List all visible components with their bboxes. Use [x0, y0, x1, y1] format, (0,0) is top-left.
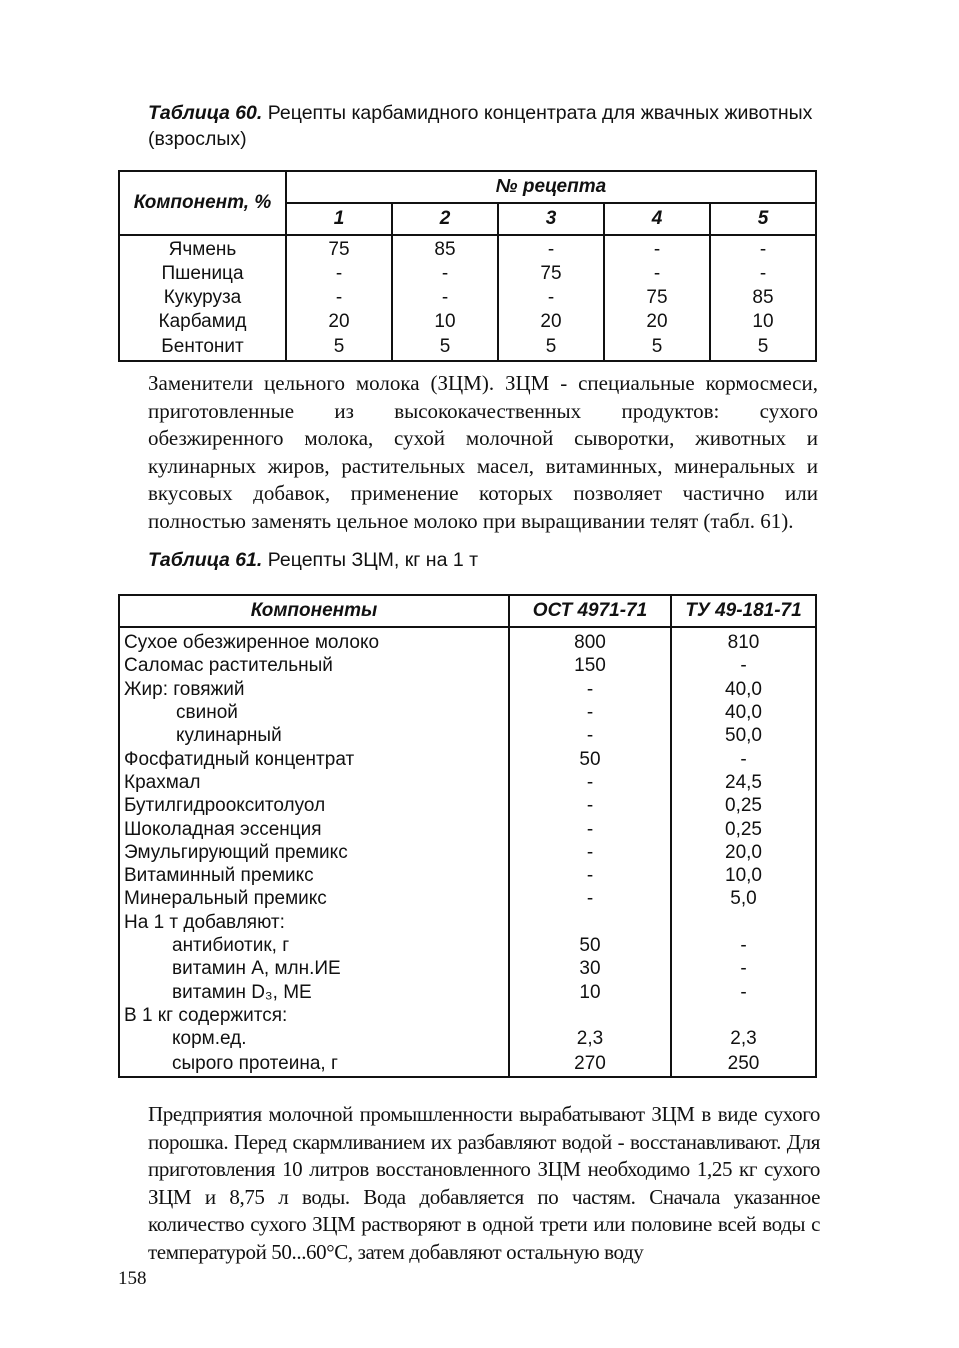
ost-value: [509, 1004, 671, 1027]
table-row: [119, 841, 816, 864]
recipe-value: -: [498, 286, 604, 310]
paragraph-text: ЗЦМ - специальные кормосмеси, приготовленные из высококачественных продуктов: сухого обезжиренного молока, сухой молочной сыворотки, животных и кулинарных жиров, растительных масел, витаминных, минеральных и вкусовых добавок, применение которых позволяет частично или полностью заменять цельное молоко при выращивании телят (табл. 61).: [148, 371, 818, 533]
component-name: антибиотик, г: [119, 934, 509, 957]
component-name: Сухое обезжиренное молоко: [119, 627, 509, 654]
component-name: Ячмень: [119, 235, 286, 262]
tu-value: 50,0: [671, 724, 816, 747]
table-row: [119, 724, 816, 747]
recipe-value: 20: [604, 310, 710, 334]
component-name: На 1 т добавляют:: [119, 911, 509, 934]
table-61: [118, 594, 817, 1078]
recipe-value: -: [710, 262, 816, 286]
table-row: [119, 980, 816, 1003]
table-60-caption-label: Таблица 60.: [148, 102, 263, 124]
component-name: Эмульгирующий премикс: [119, 841, 509, 864]
component-name: Витаминный премикс: [119, 864, 509, 887]
recipe-value: 5: [604, 334, 710, 361]
recipe-number: 5: [710, 203, 816, 235]
ost-value: 50: [509, 934, 671, 957]
recipe-value: 75: [498, 262, 604, 286]
recipe-value: 85: [392, 235, 498, 262]
table-row: [119, 911, 816, 934]
tu-value: 40,0: [671, 701, 816, 724]
ost-value: -: [509, 724, 671, 747]
recipe-value: -: [392, 262, 498, 286]
component-name: Кукуруза: [119, 286, 286, 310]
ost-value: -: [509, 864, 671, 887]
component-name: В 1 кг содержится:: [119, 1004, 509, 1027]
ost-value: -: [509, 817, 671, 840]
table-row: [119, 678, 816, 701]
recipe-number: 2: [392, 203, 498, 235]
ost-value: -: [509, 841, 671, 864]
component-name: Карбамид: [119, 310, 286, 334]
ost-value: 2,3: [509, 1027, 671, 1050]
tu-value: 24,5: [671, 771, 816, 794]
tu-value: 810: [671, 627, 816, 654]
table-row: [119, 654, 816, 677]
ost-value: -: [509, 887, 671, 910]
paragraph-term: Заменители цельного молока (ЗЦМ).: [148, 371, 495, 395]
paragraph-zcm-production: Предприятия молочной промышленности вырабатывают ЗЦМ в виде сухого порошка. Перед скармливанием их разбавляют водой - восстанавливают. Для приготовления 10 литров восстановленного ЗЦМ необходимо 1,25 кг сухого ЗЦМ и 8,75 л воды. Вода добавляется по частям. Сначала указанное количество сухого ЗЦМ растворяют в одной трети или половине всей воды с температурой 50...60°С, затем добавляют остальную воду: [148, 1102, 820, 1264]
component-name: Бентонит: [119, 334, 286, 361]
table-row: [119, 817, 816, 840]
component-name: Жир: говяжий: [119, 678, 509, 701]
recipe-value: 85: [710, 286, 816, 310]
ost-value: 150: [509, 654, 671, 677]
table-row: [119, 1027, 816, 1050]
component-name: витамин D₃, МЕ: [119, 980, 509, 1003]
ost-value: -: [509, 771, 671, 794]
table-61-caption: [148, 547, 828, 573]
recipe-value: -: [286, 262, 392, 286]
recipe-value: 5: [710, 334, 816, 361]
ost-value: 800: [509, 627, 671, 654]
table-60: [118, 170, 817, 362]
tu-value: [671, 911, 816, 934]
component-name: Пшеница: [119, 262, 286, 286]
component-name: свиной: [119, 701, 509, 724]
ost-value: 50: [509, 747, 671, 770]
tu-value: -: [671, 747, 816, 770]
recipe-value: 10: [710, 310, 816, 334]
ost-value: -: [509, 678, 671, 701]
recipe-number: 1: [286, 203, 392, 235]
component-name: Саломас растительный: [119, 654, 509, 677]
table-row: [119, 627, 816, 654]
recipe-value: -: [392, 286, 498, 310]
table-row: [119, 771, 816, 794]
table-row: [119, 701, 816, 724]
recipe-value: -: [604, 235, 710, 262]
ost-value: 270: [509, 1050, 671, 1077]
tu-value: 40,0: [671, 678, 816, 701]
tu-value: -: [671, 957, 816, 980]
ost-value: 10: [509, 980, 671, 1003]
page-number: 158: [118, 1268, 147, 1289]
table-row: [119, 334, 816, 361]
ost-value: -: [509, 701, 671, 724]
ost-value: [509, 911, 671, 934]
tu-value: -: [671, 654, 816, 677]
recipe-value: -: [710, 235, 816, 262]
recipe-value: 75: [604, 286, 710, 310]
component-name: корм.ед.: [119, 1027, 509, 1050]
header-components: Компоненты: [119, 595, 509, 627]
recipe-value: 5: [286, 334, 392, 361]
table-60-caption-text: Рецепты карбамидного концентрата для жвачных животных (взрослых): [148, 102, 813, 150]
component-name: Минеральный премикс: [119, 887, 509, 910]
table-61-caption-label: Таблица 61.: [148, 549, 263, 571]
recipe-value: -: [498, 235, 604, 262]
tu-value: 10,0: [671, 864, 816, 887]
tu-value: 20,0: [671, 841, 816, 864]
table-row: [119, 1050, 816, 1077]
component-name: Шоколадная эссенция: [119, 817, 509, 840]
component-name: витамин А, млн.ИЕ: [119, 957, 509, 980]
recipe-value: 20: [286, 310, 392, 334]
ost-value: -: [509, 794, 671, 817]
table-row: [119, 262, 816, 286]
tu-value: -: [671, 980, 816, 1003]
ost-value: 30: [509, 957, 671, 980]
component-name: кулинарный: [119, 724, 509, 747]
table-60-caption: [148, 100, 828, 152]
paragraph-zcm-intro: [148, 370, 818, 536]
recipe-value: 5: [392, 334, 498, 361]
table-row: [119, 887, 816, 910]
header-tu: ТУ 49-181-71: [671, 595, 816, 627]
table-row: [119, 794, 816, 817]
table-row: [119, 957, 816, 980]
recipe-value: 5: [498, 334, 604, 361]
recipe-value: -: [604, 262, 710, 286]
header-recipe: № рецепта: [286, 171, 816, 203]
table-row: [119, 864, 816, 887]
tu-value: 0,25: [671, 817, 816, 840]
component-name: Крахмал: [119, 771, 509, 794]
table-row: [119, 747, 816, 770]
recipe-value: 10: [392, 310, 498, 334]
tu-value: 5,0: [671, 887, 816, 910]
table-row: [119, 286, 816, 310]
table-61-caption-text: Рецепты ЗЦМ, кг на 1 т: [262, 549, 479, 571]
table-row: [119, 310, 816, 334]
component-name: сырого протеина, г: [119, 1050, 509, 1077]
recipe-number: 4: [604, 203, 710, 235]
table-row: [119, 934, 816, 957]
recipe-value: -: [286, 286, 392, 310]
recipe-value: 75: [286, 235, 392, 262]
tu-value: -: [671, 934, 816, 957]
recipe-number: 3: [498, 203, 604, 235]
table-row: [119, 1004, 816, 1027]
header-component: Компонент, %: [119, 171, 286, 235]
table-row: [119, 235, 816, 262]
tu-value: [671, 1004, 816, 1027]
header-ost: ОСТ 4971-71: [509, 595, 671, 627]
recipe-value: 20: [498, 310, 604, 334]
component-name: Фосфатидный концентрат: [119, 747, 509, 770]
component-name: Бутилгидроокситолуол: [119, 794, 509, 817]
tu-value: 2,3: [671, 1027, 816, 1050]
tu-value: 0,25: [671, 794, 816, 817]
tu-value: 250: [671, 1050, 816, 1077]
